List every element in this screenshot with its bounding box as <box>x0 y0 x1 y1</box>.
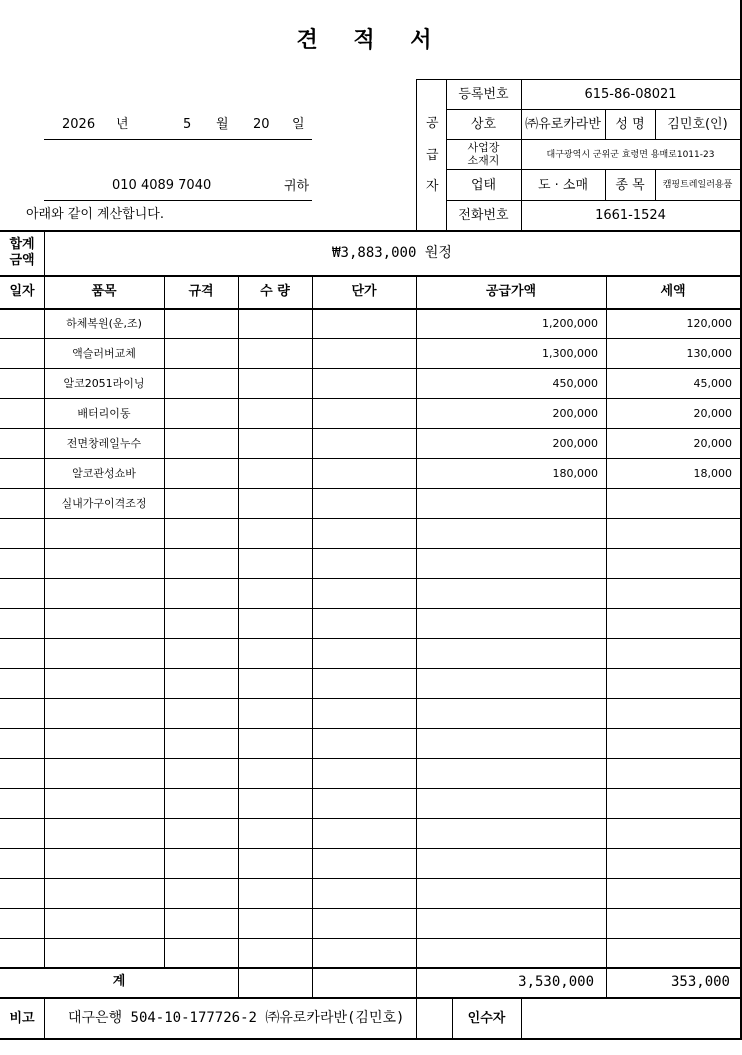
intro-text: 아래와 같이 계산합니다. <box>26 207 164 222</box>
row-supply: 200,000 <box>552 407 598 420</box>
business-type-value: 도 · 소매 <box>537 178 589 193</box>
total-label-2: 금액 <box>9 253 35 268</box>
row-item: 알코2051라이닝 <box>63 377 145 390</box>
col-header-unit-price: 단가 <box>351 284 377 299</box>
recipient-honorific: 귀하 <box>284 179 310 194</box>
total-amount: ₩3,883,000 원정 <box>332 245 452 261</box>
row-tax: 130,000 <box>686 347 732 360</box>
row-separator <box>0 668 742 669</box>
row-item: 전면창레일누수 <box>66 437 142 450</box>
row-tax: 20,000 <box>693 407 732 420</box>
business-item-label: 종 목 <box>615 178 645 193</box>
date-month: 5 <box>183 117 192 132</box>
row-supply: 1,300,000 <box>542 347 598 360</box>
address-value: 대구광역시 군위군 효령면 용매로1011-23 <box>546 150 715 160</box>
company-name-label: 상호 <box>470 117 497 132</box>
col-header-item: 품목 <box>91 284 117 299</box>
row-item: 배터리이동 <box>77 407 131 420</box>
row-supply: 450,000 <box>552 377 598 390</box>
phone-value: 1661-1524 <box>595 208 666 223</box>
company-name-value: ㈜유로카라반 <box>525 117 601 132</box>
supplier-side-label-3: 자 <box>426 179 439 194</box>
row-tax: 120,000 <box>686 317 732 330</box>
row-separator <box>0 818 742 819</box>
date-year-unit: 년 <box>116 117 129 132</box>
date-month-unit: 월 <box>216 117 229 132</box>
row-supply: 200,000 <box>552 437 598 450</box>
row-separator <box>0 698 742 699</box>
row-supply: 180,000 <box>552 467 598 480</box>
supplier-side-label-2: 급 <box>426 148 439 163</box>
sum-supply: 3,530,000 <box>518 974 594 990</box>
row-separator <box>0 518 742 519</box>
date-day-unit: 일 <box>292 117 305 132</box>
representative-label: 성 명 <box>615 117 645 132</box>
address-label-2: 소재지 <box>467 154 500 167</box>
total-label-1: 합계 <box>9 237 35 252</box>
recipient-phone: 010 4089 7040 <box>112 178 212 193</box>
row-tax: 20,000 <box>693 437 732 450</box>
receiver-label: 인수자 <box>467 1011 506 1026</box>
phone-label: 전화번호 <box>458 208 509 223</box>
note-value: 대구은행 504-10-177726-2 ㈜유로카라반(김민호) <box>68 1010 405 1026</box>
reg-no-value: 615-86-08021 <box>584 87 677 102</box>
document-title: 견 적 서 <box>296 28 446 53</box>
address-label-1: 사업장 <box>467 141 500 154</box>
sum-tax: 353,000 <box>670 974 730 990</box>
row-tax: 18,000 <box>693 467 732 480</box>
row-separator <box>0 728 742 729</box>
row-separator <box>0 548 742 549</box>
business-type-label: 업태 <box>470 178 497 193</box>
col-header-tax: 세액 <box>660 284 686 299</box>
row-separator <box>0 878 742 879</box>
row-separator <box>0 428 742 429</box>
row-item: 실내가구이격조정 <box>61 497 147 510</box>
col-header-qty: 수 량 <box>260 284 290 299</box>
date-day: 20 <box>253 117 270 132</box>
row-separator <box>0 398 742 399</box>
business-item-value: 캠핑트레일러용품 <box>662 180 733 190</box>
row-separator <box>0 638 742 639</box>
row-supply: 1,200,000 <box>542 317 598 330</box>
row-separator <box>0 368 742 369</box>
row-separator <box>0 938 742 939</box>
col-header-supply: 공급가액 <box>485 284 537 299</box>
note-label: 비고 <box>9 1011 35 1026</box>
row-separator <box>0 758 742 759</box>
row-separator <box>0 488 742 489</box>
sum-label: 계 <box>112 974 126 989</box>
supplier-side-label-1: 공 <box>426 116 439 131</box>
row-separator <box>0 578 742 579</box>
row-item: 액슬러버교체 <box>72 347 136 360</box>
row-separator <box>0 608 742 609</box>
row-separator <box>0 458 742 459</box>
col-header-date: 일자 <box>9 284 35 299</box>
row-item: 알코관성쇼바 <box>72 467 136 480</box>
row-separator <box>0 338 742 339</box>
col-header-spec: 규격 <box>188 284 214 299</box>
row-item: 하체복원(운,조) <box>66 317 142 330</box>
reg-no-label: 등록번호 <box>458 87 509 102</box>
row-separator <box>0 788 742 789</box>
row-separator <box>0 848 742 849</box>
date-year: 2026 <box>62 117 96 132</box>
representative-value: 김민호(인) <box>667 117 728 132</box>
row-tax: 45,000 <box>693 377 732 390</box>
row-separator <box>0 908 742 909</box>
